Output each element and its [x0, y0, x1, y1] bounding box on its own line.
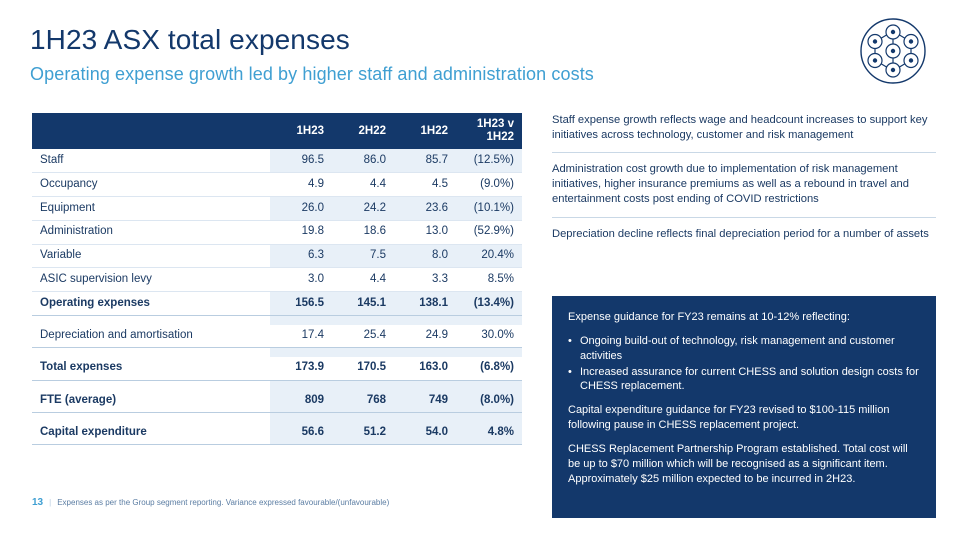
cell-1h23: 4.9 — [270, 173, 332, 197]
cell-1h22: 23.6 — [394, 197, 456, 221]
notes-column — [552, 113, 936, 251]
row-label: Equipment — [32, 197, 270, 221]
panel-chess-text: CHESS Replacement Partnership Program established. Total cost will be up to $70 million which will be recognised as a significant item. Approximately $25 million expected to be incurred in 2H23. — [568, 442, 908, 485]
cell-variance: (10.1%) — [456, 197, 522, 221]
page-subtitle: Operating expense growth led by higher staff and administration costs — [30, 64, 594, 84]
cell-variance: (9.0%) — [456, 173, 522, 197]
cell-2h22: 7.5 — [332, 244, 394, 268]
cell-2h22: 24.2 — [332, 197, 394, 221]
note-depreciation: Depreciation decline reflects final depreciation period for a number of assets — [552, 217, 936, 251]
cell-1h23: 56.6 — [270, 421, 332, 444]
cell-2h22: 51.2 — [332, 421, 394, 444]
table-spacer — [32, 412, 522, 421]
page-title: 1H23 ASX total expenses — [30, 24, 350, 55]
cell-1h23: 173.9 — [270, 357, 332, 380]
cell-2h22: 145.1 — [332, 292, 394, 316]
cell-variance: (12.5%) — [456, 149, 522, 172]
row-label: ASIC supervision levy — [32, 268, 270, 292]
footnote-text: Expenses as per the Group segment reporting. Variance expressed favourable/(unfavourable) — [57, 498, 390, 507]
panel-intro: Expense guidance for FY23 remains at 10-12% reflecting: — [568, 311, 850, 323]
cell-1h23: 17.4 — [270, 325, 332, 348]
row-label: Variable — [32, 244, 270, 268]
guidance-panel — [552, 296, 936, 518]
cell-2h22: 4.4 — [332, 268, 394, 292]
col-header-1h23: 1H23 — [270, 113, 332, 149]
note-staff: Staff expense growth reflects wage and headcount increases to support key initiatives across technology, customer and risk management — [552, 114, 928, 142]
cell-1h22: 749 — [394, 389, 456, 412]
table-header-row — [32, 113, 522, 149]
note-administration: Administration cost growth due to implementation of risk management initiatives, higher insurance premiums as well as a rebound in travel and entertainment costs post ending of COVID restrictions — [552, 152, 936, 216]
cell-1h22: 54.0 — [394, 421, 456, 444]
cell-2h22: 86.0 — [332, 149, 394, 172]
cell-variance: (52.9%) — [456, 220, 522, 244]
cell-variance: 20.4% — [456, 244, 522, 268]
row-label: Total expenses — [32, 357, 270, 380]
cell-variance: (6.8%) — [456, 357, 522, 380]
cell-1h22: 24.9 — [394, 325, 456, 348]
cell-1h23: 3.0 — [270, 268, 332, 292]
row-label: Depreciation and amortisation — [32, 325, 270, 348]
cell-2h22: 25.4 — [332, 325, 394, 348]
table-spacer — [32, 380, 522, 389]
row-label: Staff — [32, 149, 270, 172]
table-body — [32, 149, 522, 444]
cell-1h23: 156.5 — [270, 292, 332, 316]
row-label: Operating expenses — [32, 292, 270, 316]
list-item: • Ongoing build-out of technology, risk management and customer activities — [568, 334, 920, 364]
table-spacer — [32, 348, 522, 357]
cell-1h22: 138.1 — [394, 292, 456, 316]
table-row — [32, 268, 522, 292]
col-header-variance: 1H23 v 1H22 — [456, 113, 522, 149]
cell-1h23: 96.5 — [270, 149, 332, 172]
asx-logo-icon — [860, 18, 926, 84]
col-header-label — [32, 113, 270, 149]
page-number: 13 — [32, 497, 44, 508]
cell-2h22: 18.6 — [332, 220, 394, 244]
cell-1h22: 13.0 — [394, 220, 456, 244]
table-row — [32, 244, 522, 268]
table-row — [32, 389, 522, 412]
col-header-2h22: 2H22 — [332, 113, 394, 149]
cell-1h22: 4.5 — [394, 173, 456, 197]
table-row — [32, 421, 522, 444]
cell-1h23: 26.0 — [270, 197, 332, 221]
table-row-total — [32, 357, 522, 380]
row-label: Capital expenditure — [32, 421, 270, 444]
cell-variance: 4.8% — [456, 421, 522, 444]
table-row — [32, 149, 522, 172]
list-item: • Increased assurance for current CHESS and solution design costs for CHESS replacement. — [568, 365, 920, 395]
cell-1h23: 809 — [270, 389, 332, 412]
cell-2h22: 4.4 — [332, 173, 394, 197]
row-label: Occupancy — [32, 173, 270, 197]
cell-1h23: 6.3 — [270, 244, 332, 268]
col-header-1h22: 1H22 — [394, 113, 456, 149]
cell-1h23: 19.8 — [270, 220, 332, 244]
cell-2h22: 768 — [332, 389, 394, 412]
cell-variance: (8.0%) — [456, 389, 522, 412]
cell-1h22: 85.7 — [394, 149, 456, 172]
cell-1h22: 163.0 — [394, 357, 456, 380]
expenses-table — [32, 113, 522, 445]
cell-1h22: 8.0 — [394, 244, 456, 268]
table-spacer — [32, 316, 522, 325]
row-label: FTE (average) — [32, 389, 270, 412]
row-label: Administration — [32, 220, 270, 244]
cell-variance: 30.0% — [456, 325, 522, 348]
table-row — [32, 173, 522, 197]
cell-variance: 8.5% — [456, 268, 522, 292]
cell-2h22: 170.5 — [332, 357, 394, 380]
table-row — [32, 197, 522, 221]
cell-variance: (13.4%) — [456, 292, 522, 316]
table-row — [32, 325, 522, 348]
panel-capex-text: Capital expenditure guidance for FY23 revised to $100-115 million following pause in CHESS replacement project. — [568, 404, 890, 432]
panel-bullets — [568, 334, 920, 394]
table-row — [32, 220, 522, 244]
cell-1h22: 3.3 — [394, 268, 456, 292]
footnote: 13 | Expenses as per the Group segment reporting. Variance expressed favourable/(unfavourable) — [32, 497, 390, 508]
table-row-total — [32, 292, 522, 316]
